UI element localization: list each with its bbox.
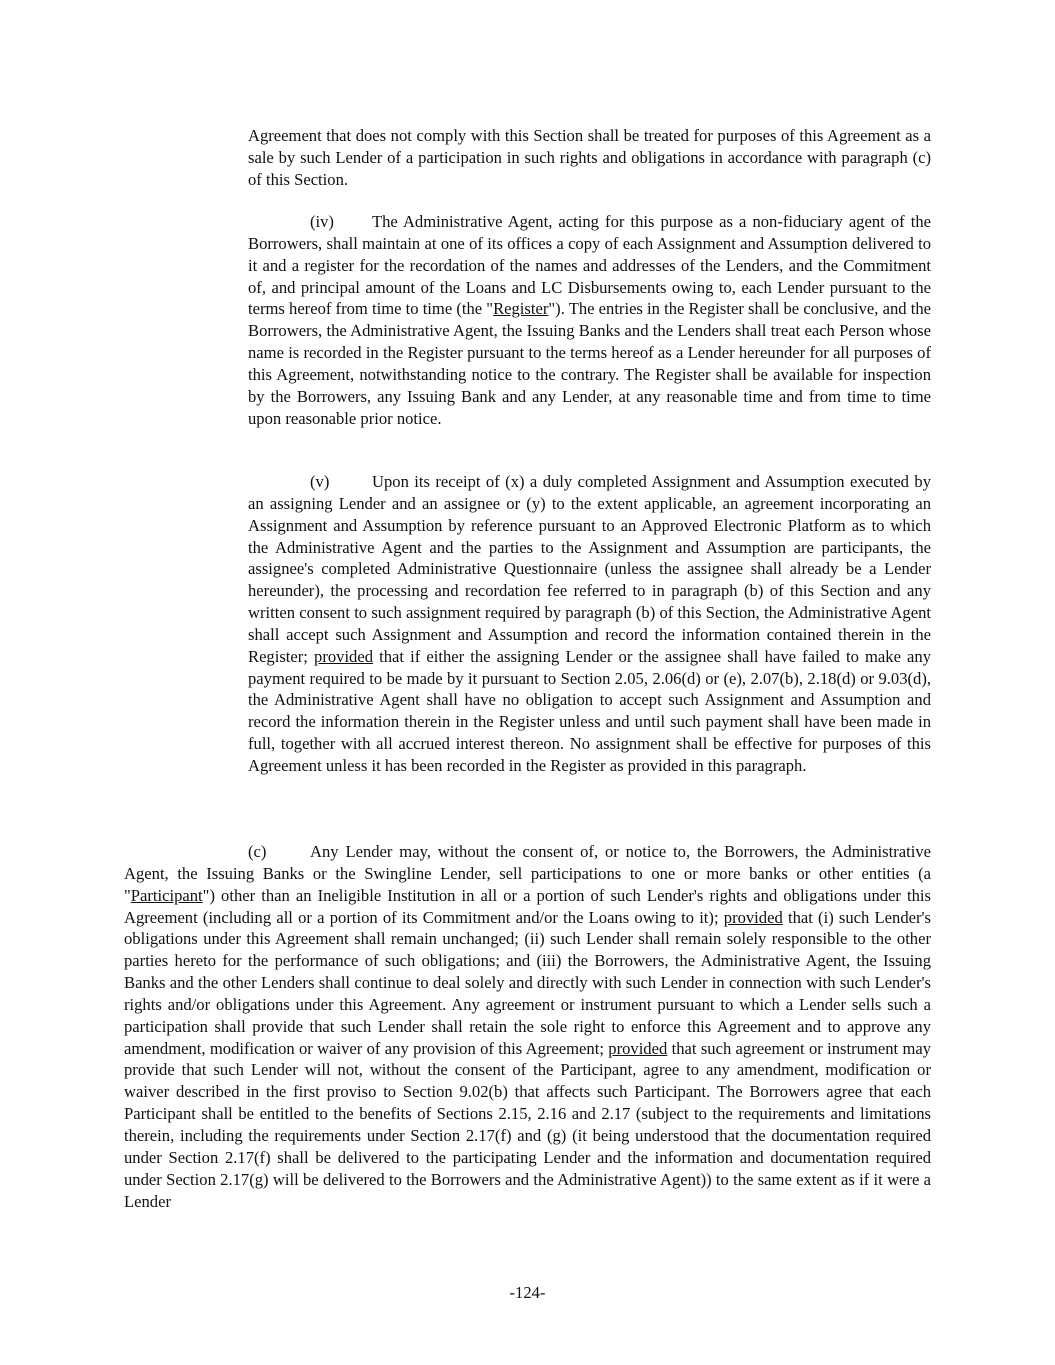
- paragraph-text: that if either the assigning Lender or the assignee shall have failed to make any payment required to be made by it pursuant to Section 2.05, 2.06(d) or (e), 2.07(b), 2.18(d) or 9.03(d), the Administrative Agent shall have no obligation to accept such Assignment and Assumption and record the information therein in the Register unless and until such payment shall have been made in full, together with all accrued interest thereon. No assignment shall be effective for purposes of this Agreement unless it has been recorded in the Register as provided in this paragraph.: [248, 646, 932, 775]
- defined-term-register: Register: [493, 299, 549, 319]
- paragraph-text: that (i) such Lender's obligations under this Agreement shall remain unchanged; (ii) such Lender shall remain solely responsible to the other parties hereto for the performance of such obligations; and (iii) the Borrowers, the Administrative Agent, the Issuing Banks and the other Lenders shall continue to deal solely and directly with such Lender in connection with such Lender's rights and/or obligations under this Agreement. Any agreement or instrument pursuant to which a Lender sells such a participation shall provide that such Lender shall retain the sole right to enforce this Agreement and to approve any amendment, modification or waiver of any provision of this Agreement;: [124, 907, 931, 1058]
- paragraph-c: [124, 841, 931, 1212]
- proviso-term: provided: [723, 907, 783, 927]
- proviso-term: provided: [314, 646, 374, 666]
- clause-number: (c): [248, 842, 267, 861]
- paragraph-v: [248, 471, 931, 777]
- paragraph-text: ") other than an Ineligible Institution in all or a portion of such Lender's rights and obligations under this Agreement (including all or a portion of its Commitment and/or the Loans owing to it);: [124, 885, 931, 927]
- paragraph-text: Upon its receipt of (x) a duly completed Assignment and Assumption executed by an assigning Lender and an assignee or (y) to the extent applicable, an agreement incorporating an Assignment and Assumption by reference pursuant to an Approved Electronic Platform as to which the Administrative Agent and the parties to the Assignment and Assumption are participants, the assignee's completed Administrative Questionnaire (unless the assignee shall already be a Lender hereunder), the processing and recordation fee referred to in paragraph (b) of this Section and any written consent to such assignment required by paragraph (b) of this Section, the Administrative Agent shall accept such Assignment and Assumption and record the information contained therein in the Register;: [248, 472, 931, 666]
- clause-number: (iv): [310, 212, 334, 231]
- paragraph-text: Any Lender may, without the consent of, or notice to, the Borrowers, the Administrative Agent, the Issuing Banks or the Swingline Lender, sell participations to one or more banks or other entities (a ": [124, 842, 931, 905]
- paragraph-text: The Administrative Agent, acting for this purpose as a non-fiduciary agent of the Borrowers, shall maintain at one of its offices a copy of each Assignment and Assumption delivered to it and a register for the recordation of the names and addresses of the Lenders, and the Commitment of, and principal amount of the Loans and LC Disbursements owing to, each Lender pursuant to the terms hereof from time to time (the ": [248, 212, 931, 319]
- paragraph-text: Agreement that does not comply with this Section shall be treated for purposes of this Agreement as a sale by such Lender of a participation in such rights and obligations in accordance with paragraph (c) of this Section.: [248, 126, 931, 189]
- paragraph-iv: [248, 211, 931, 429]
- page-number: -124-: [509, 1283, 546, 1302]
- defined-term-participant: Participant: [130, 885, 203, 905]
- proviso-term: provided: [608, 1038, 668, 1058]
- paragraph-continuation: [248, 125, 931, 191]
- paragraph-text: "). The entries in the Register shall be conclusive, and the Borrowers, the Administrative Agent, the Issuing Banks and the Lenders shall treat each Person whose name is recorded in the Register pursuant to the terms hereof as a Lender hereunder for all purposes of this Agreement, notwithstanding notice to the contrary. The Register shall be available for inspection by the Borrowers, any Issuing Bank and any Lender, at any reasonable time and from time to time upon reasonable prior notice.: [248, 299, 931, 428]
- clause-number: (v): [310, 472, 330, 491]
- paragraph-text: that such agreement or instrument may provide that such Lender will not, without the consent of the Participant, agree to any amendment, modification or waiver described in the first proviso to Section 9.02(b) that affects such Participant. The Borrowers agree that each Participant shall be entitled to the benefits of Sections 2.15, 2.16 and 2.17 (subject to the requirements and limitations therein, including the requirements under Section 2.17(f) and (g) (it being understood that the documentation required under Section 2.17(f) shall be delivered to the participating Lender and the information and documentation required under Section 2.17(g) will be delivered to the Borrowers and the Administrative Agent)) to the same extent as if it were a Lender: [124, 1038, 932, 1211]
